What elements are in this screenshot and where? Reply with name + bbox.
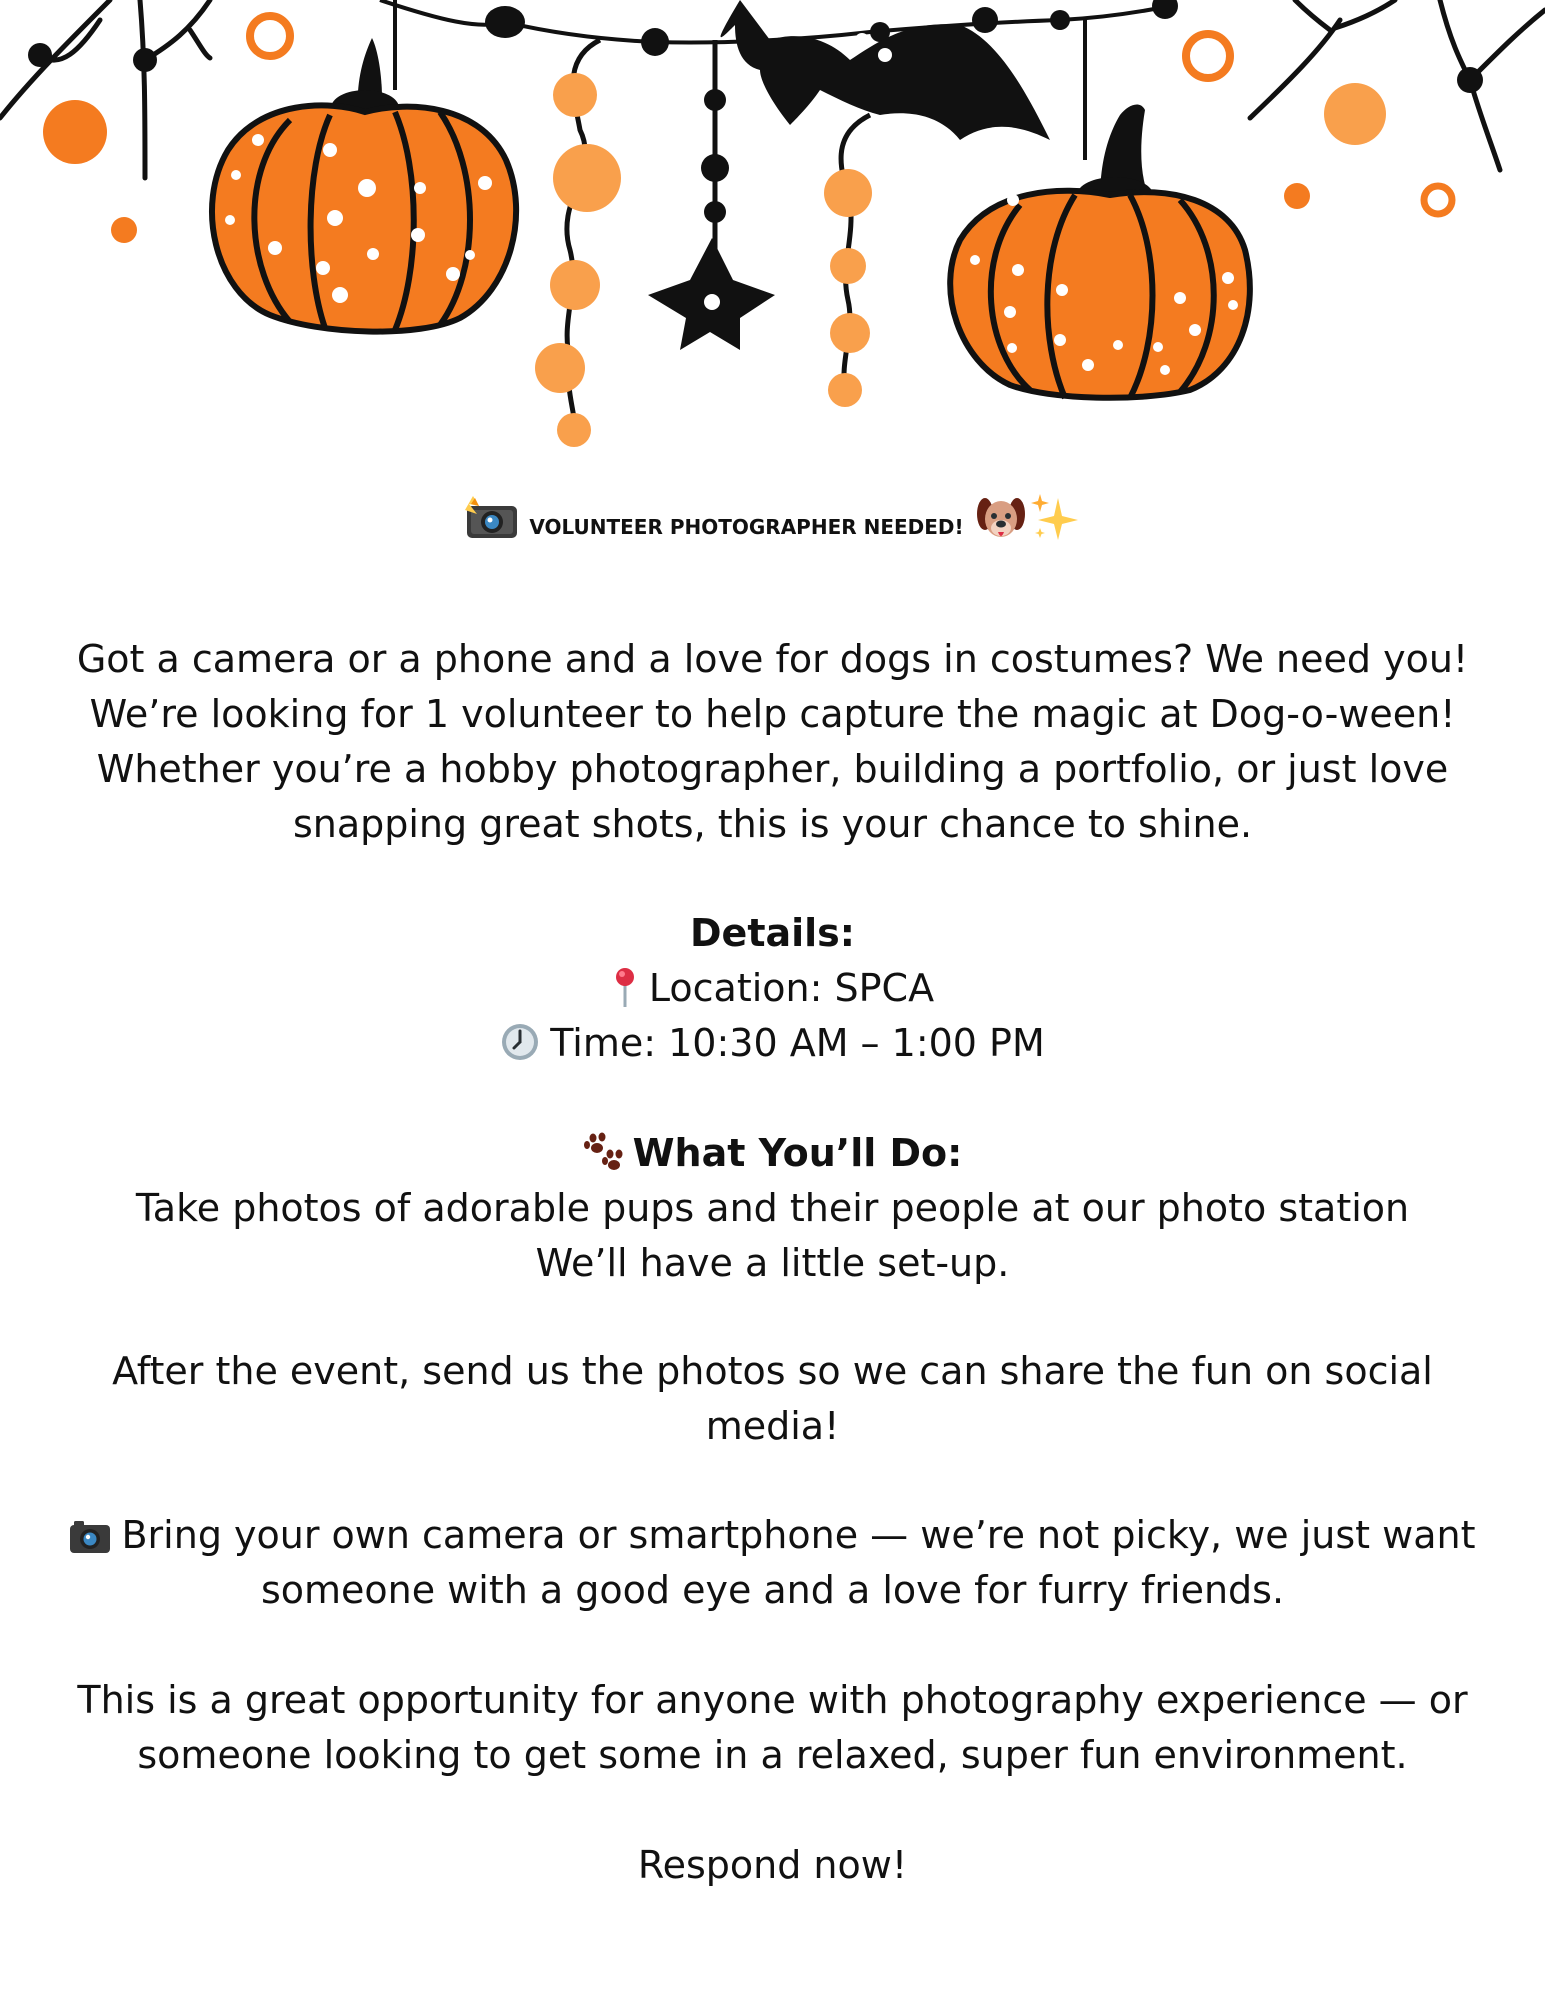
camera-flash-icon [465,496,519,540]
details-location-text: Location: SPCA [648,966,935,1010]
intro-line: We’re looking for 1 volunteer to help capture the magic at Dog-o-ween! [89,692,1456,736]
sparkles-icon [1030,492,1080,565]
duties-heading-line [40,1126,1505,1181]
title-text: VOLUNTEER PHOTOGRAPHER NEEDED! [529,515,964,539]
after-event-paragraph [40,1344,1505,1454]
duties-line: Take photos of adorable pups and their people at our photo station [135,1186,1410,1230]
intro-line: Got a camera or a phone and a love for dogs in costumes? We need you! [76,637,1469,681]
bring-paragraph [40,1508,1505,1618]
opportunity-paragraph [40,1673,1505,1783]
intro-paragraph [40,632,1505,852]
details-time-text: Time: 10:30 AM – 1:00 PM [550,1021,1045,1065]
star-strand-decoration [648,40,775,350]
duties-heading: What You’ll Do: [632,1131,963,1175]
bring-line: someone with a good eye and a love for furry friends. [260,1568,1285,1612]
bring-text: Bring your own camera or smartphone — we’re not picky, we just want [121,1513,1476,1557]
details-time [40,1016,1505,1071]
opportunity-line: This is a great opportunity for anyone with photography experience — or [77,1678,1468,1722]
bring-line [40,1508,1505,1563]
paw-prints-icon [583,1132,623,1172]
call-to-action [40,1838,1505,1893]
halloween-garland-decoration [0,0,1545,460]
page-title [0,492,1545,565]
after-event-line: After the event, send us the photos so we can share the fun on social [112,1349,1433,1393]
clock-icon [500,1022,540,1062]
after-event-line: media! [705,1404,840,1448]
details-section [40,906,1505,1071]
respond-now-text: Respond now! [637,1843,908,1887]
right-branch-decoration [1250,0,1545,170]
left-bead-strand-decoration [535,40,621,447]
details-heading: Details: [690,911,855,955]
duties-section [40,1126,1505,1291]
camera-icon [69,1520,111,1554]
details-location [40,961,1505,1016]
dog-face-icon [976,492,1026,565]
round-pushpin-icon [611,967,639,1007]
right-bead-strand-decoration [824,115,872,407]
opportunity-line: someone looking to get some in a relaxed, super fun environment. [137,1733,1408,1777]
intro-line: snapping great shots, this is your chance to shine. [292,802,1253,846]
duties-line: We’ll have a little set-up. [535,1241,1010,1285]
left-branch-decoration [0,0,210,178]
intro-line: Whether you’re a hobby photographer, building a portfolio, or just love [96,747,1449,791]
